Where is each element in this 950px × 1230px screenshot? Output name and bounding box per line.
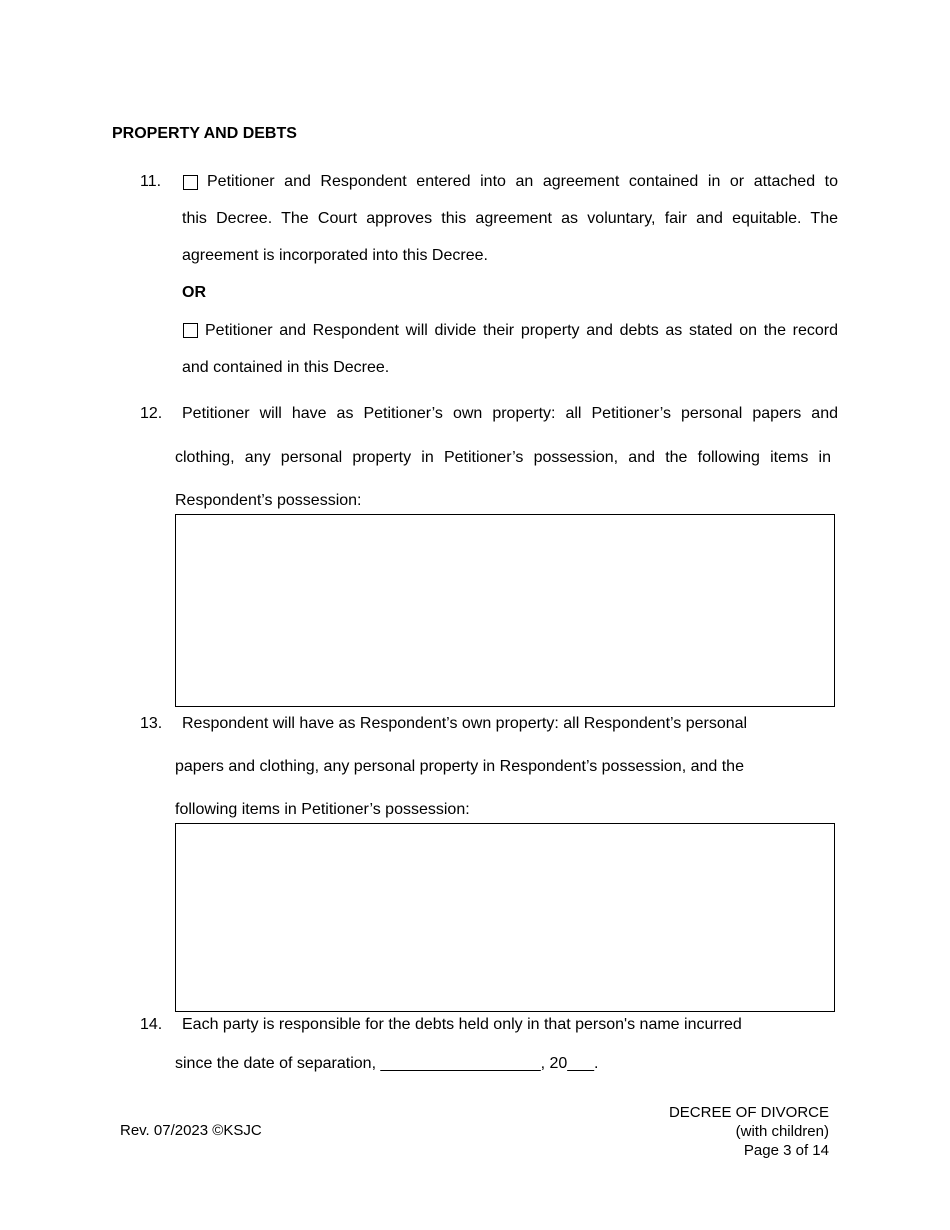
item-11-option1-line3: agreement is incorporated into this Decree. bbox=[182, 247, 488, 264]
item-11-option1-line2: this Decree. The Court approves this agreement as voluntary, fair and equitable. The bbox=[182, 210, 838, 227]
item-11-option2-checkbox[interactable] bbox=[183, 323, 198, 338]
item-14-number: 14. bbox=[140, 1016, 163, 1033]
item-13-items-field[interactable] bbox=[175, 823, 835, 1012]
footer-doc-subtitle: (with children) bbox=[735, 1123, 829, 1140]
footer-page-label: Page 3 of 14 bbox=[743, 1142, 829, 1159]
footer-revision: Rev. 07/2023 ©KSJC bbox=[120, 1122, 262, 1139]
item-12-line3: Respondent’s possession: bbox=[175, 492, 362, 509]
footer-document-info bbox=[669, 1103, 829, 1160]
item-13-line1: Respondent will have as Respondent’s own property: all Respondent’s personal bbox=[182, 715, 748, 732]
item-12-line1: Petitioner will have as Petitioner’s own property: all Petitioner’s personal papers and bbox=[182, 405, 838, 422]
footer-doc-title: DECREE OF DIVORCE bbox=[668, 1104, 829, 1121]
item-11-option1-line1: Petitioner and Respondent entered into an agreement contained in or attached to bbox=[207, 173, 838, 190]
item-13-number: 13. bbox=[140, 715, 163, 732]
item-11-option2-line1: Petitioner and Respondent will divide their property and debts as stated on the record bbox=[205, 322, 838, 339]
section-heading: PROPERTY AND DEBTS bbox=[112, 125, 297, 142]
item-11-option2-line2: and contained in this Decree. bbox=[182, 359, 390, 376]
item-12-line2: clothing, any personal property in Petitioner’s possession, and the following items in bbox=[175, 449, 831, 466]
item-14-line1: Each party is responsible for the debts held only in that person's name incurred bbox=[182, 1016, 742, 1033]
item-12-items-field[interactable] bbox=[175, 514, 835, 707]
item-12-number: 12. bbox=[140, 405, 163, 422]
item-14-line2: since the date of separation, __________________, 20___. bbox=[175, 1055, 599, 1072]
item-11-number: 11. bbox=[140, 173, 162, 190]
item-13-line3: following items in Petitioner’s possession: bbox=[175, 801, 470, 818]
item-11-option1-checkbox[interactable] bbox=[183, 175, 198, 190]
item-11-or-label: OR bbox=[182, 284, 206, 301]
item-13-line2: papers and clothing, any personal property in Respondent’s possession, and the bbox=[175, 758, 744, 775]
